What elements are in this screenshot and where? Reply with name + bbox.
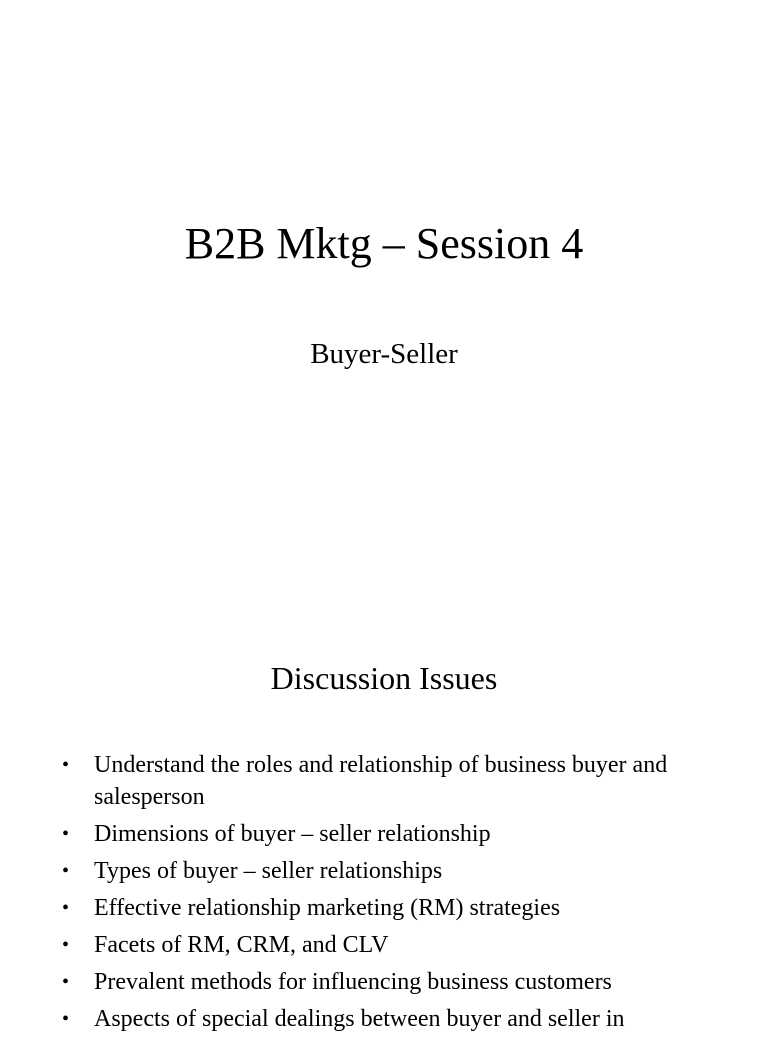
bullet-icon: •	[62, 934, 70, 956]
bullet-icon: •	[62, 897, 70, 919]
slide-title	[0, 0, 768, 512]
list-item-text: Understand the roles and relationship of business buyer and salesperson	[94, 752, 668, 810]
list-item	[62, 855, 702, 887]
bullet-icon: •	[62, 754, 70, 776]
bullet-icon: •	[62, 860, 70, 882]
slide-subtitle: Buyer-Seller	[310, 338, 458, 370]
bullet-icon: •	[62, 971, 70, 993]
slide-discussion-issues	[0, 512, 768, 1032]
bullet-icon: •	[62, 823, 70, 845]
list-item	[62, 966, 702, 998]
list-item-text: Aspects of special dealings between buyer and seller in	[94, 1006, 625, 1032]
list-item	[62, 892, 702, 924]
list-item	[62, 749, 702, 813]
list-item	[62, 818, 702, 850]
list-item	[62, 929, 702, 961]
list-item-text: Facets of RM, CRM, and CLV	[94, 932, 389, 958]
list-item-text: Types of buyer – seller relationships	[94, 858, 443, 884]
slide-heading: Discussion Issues	[270, 660, 498, 696]
list-item-text: Prevalent methods for influencing business customers	[94, 969, 612, 995]
bullet-icon: •	[62, 1008, 70, 1030]
bullet-list	[62, 749, 702, 1040]
list-item-text: Effective relationship marketing (RM) strategies	[94, 895, 561, 921]
list-item	[62, 1003, 702, 1035]
list-item-text: Dimensions of buyer – seller relationship	[94, 821, 491, 847]
slide-title-heading: B2B Mktg – Session 4	[184, 219, 584, 268]
